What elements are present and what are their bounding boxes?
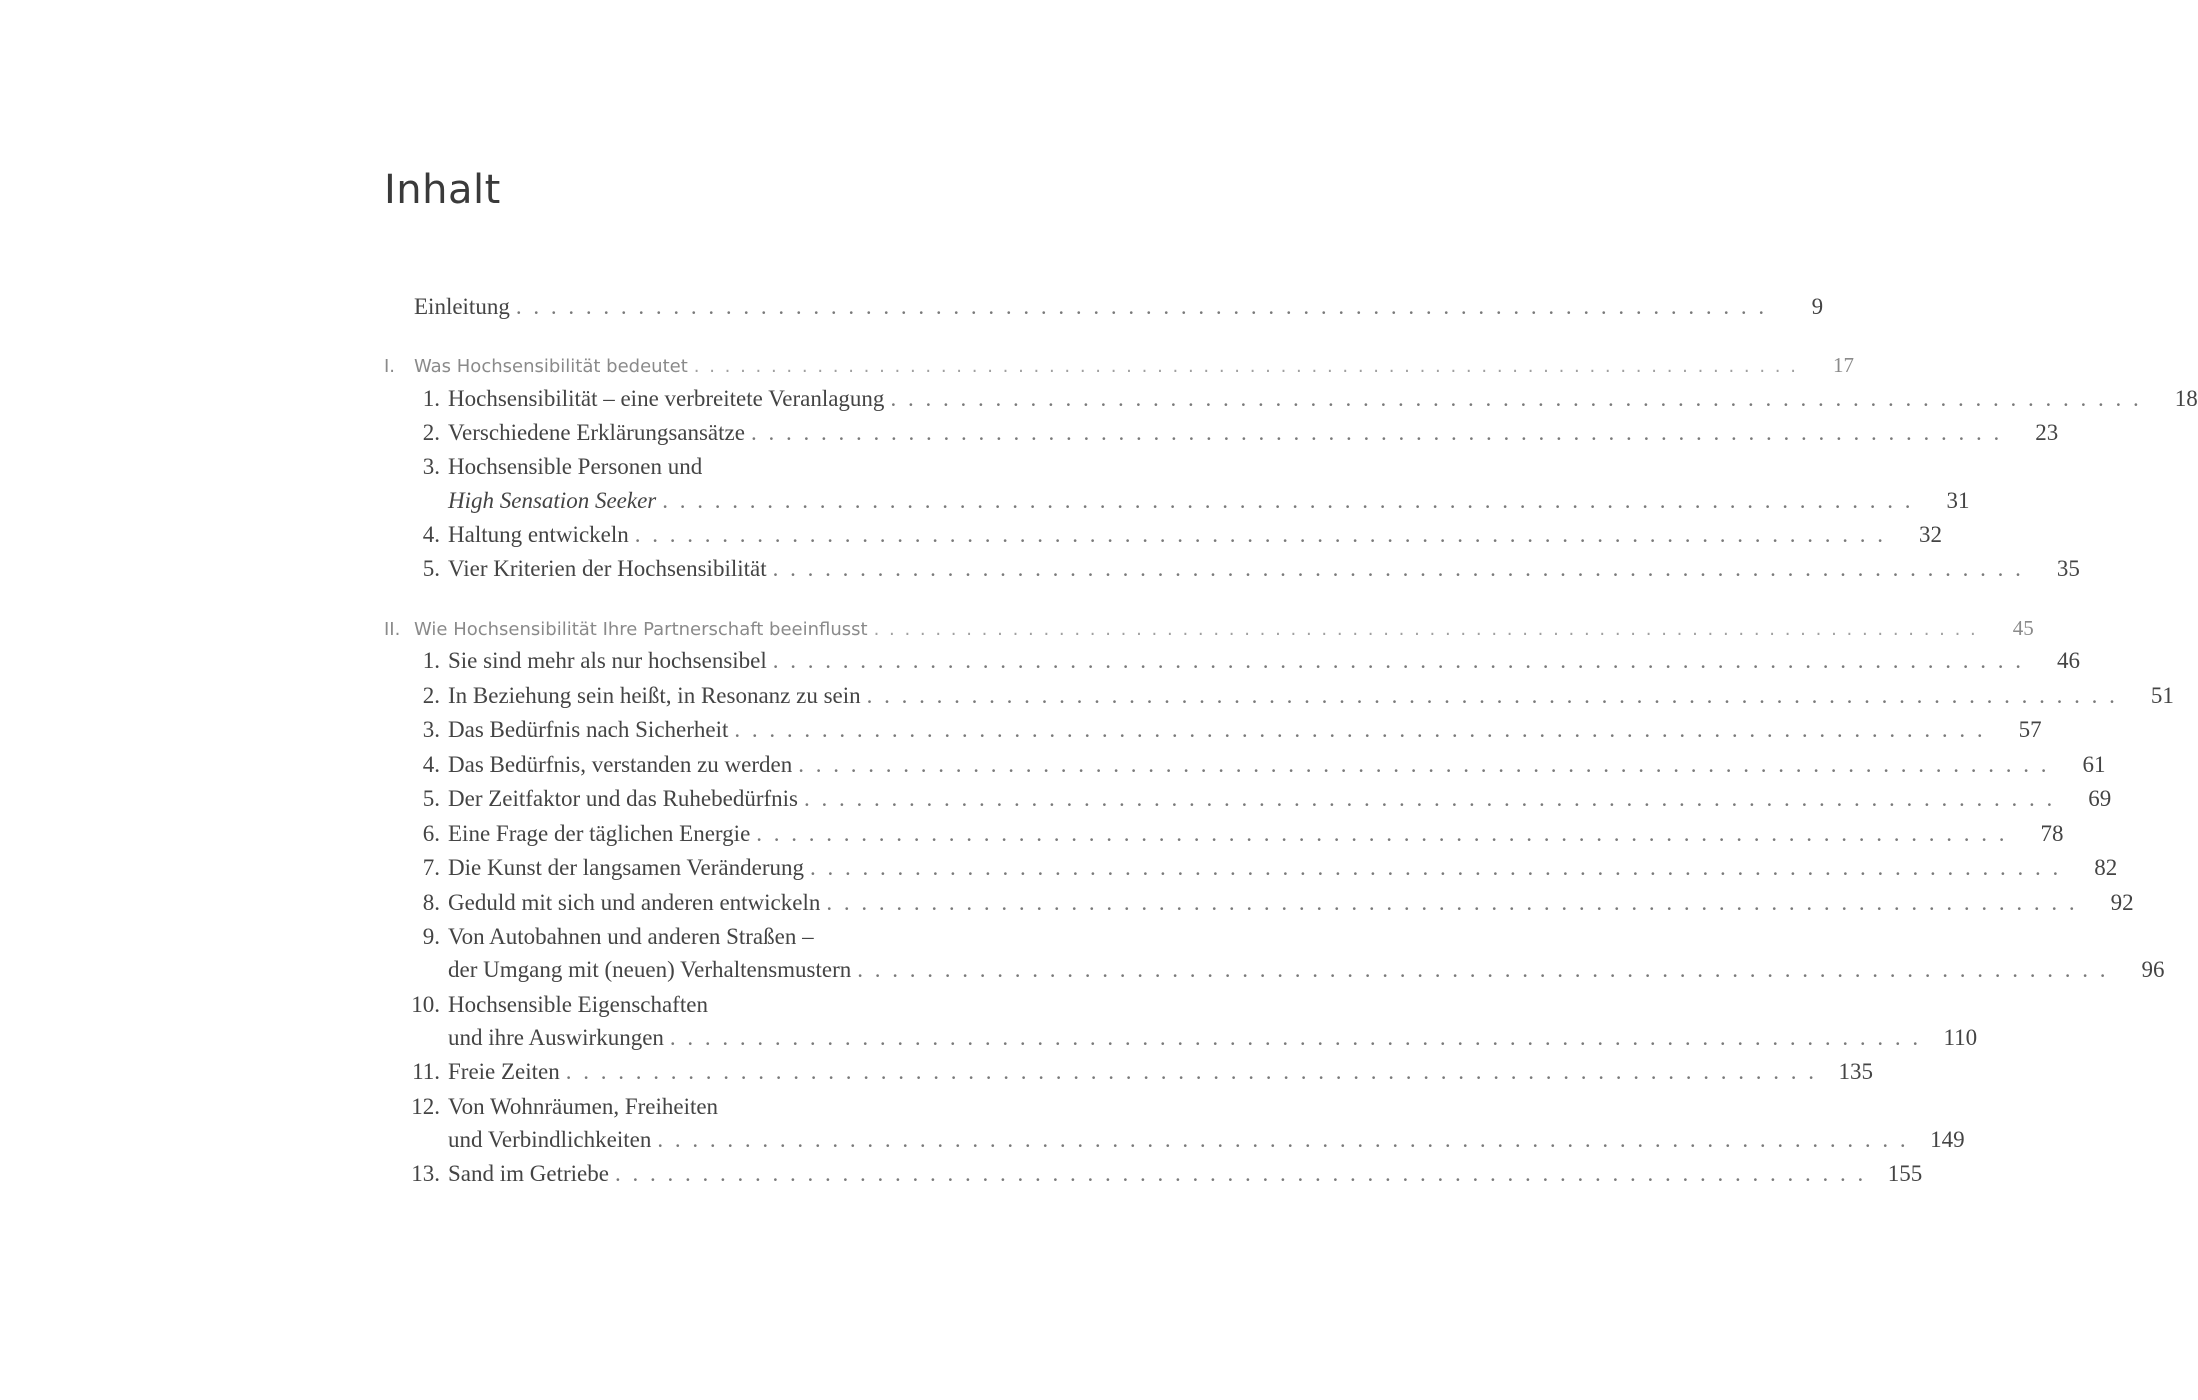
entry-label: Sie sind mehr als nur hochsensibel bbox=[448, 648, 767, 673]
page-number: 17 bbox=[1832, 353, 1854, 377]
toc-entry[interactable] bbox=[384, 1157, 1923, 1191]
entry-label: Einleitung bbox=[414, 294, 510, 319]
toc-entry[interactable] bbox=[384, 713, 2042, 747]
part-number: II. bbox=[384, 619, 401, 640]
dot-leader: . . . . . . . . . . . . . . . . . . . . . . . . . . . . . . . . . . . . . . . . . . . . . . . . . . . . . . . . . . . . . . . . . . . . . . . . bbox=[693, 356, 1798, 377]
entry-number: 3. bbox=[422, 717, 440, 742]
dot-leader: . . . . . . . . . . . . . . . . . . . . . . . . . . . . . . . . . . . . . . . . . . . . . . . . . . . . . . . . . . . . . . . . . . . . . . . . bbox=[657, 1127, 1909, 1152]
toc-entry[interactable] bbox=[384, 450, 1010, 484]
entry-number: 3. bbox=[422, 454, 440, 479]
entry-label: Der Zeitfaktor und das Ruhebedürfnis bbox=[448, 786, 799, 811]
page-number: 96 bbox=[2141, 957, 2165, 982]
page-number: 57 bbox=[2018, 717, 2042, 742]
entry-label: Sand im Getriebe bbox=[448, 1161, 609, 1186]
toc-entry-continuation[interactable] bbox=[384, 953, 2165, 987]
part-label: Wie Hochsensibilität Ihre Partnerschaft beeinflusst bbox=[414, 619, 868, 640]
entry-label: und Verbindlichkeiten bbox=[448, 1127, 652, 1152]
toc-entry[interactable] bbox=[384, 382, 2198, 416]
toc-entry[interactable] bbox=[384, 886, 2134, 920]
dot-leader: . . . . . . . . . . . . . . . . . . . . . . . . . . . . . . . . . . . . . . . . . . . . . . . . . . . . . . . . . . . . . . . . . . . . . . . . bbox=[565, 1059, 1818, 1084]
entry-label: Die Kunst der langsamen Veränderung bbox=[448, 855, 804, 880]
page-number: 35 bbox=[2056, 556, 2080, 581]
entry-label: Hochsensible Personen und bbox=[448, 454, 703, 479]
entry-label: Eine Frage der täglichen Energie bbox=[448, 821, 751, 846]
entry-number: 10. bbox=[411, 992, 440, 1017]
dot-leader: . . . . . . . . . . . . . . . . . . . . . . . . . . . . . . . . . . . . . . . . . . . . . . . . . . . . . . . . . . . . . . . . . . . . . . . . bbox=[614, 1161, 1867, 1186]
part-label: Was Hochsensibilität bedeutet bbox=[414, 356, 688, 377]
toc-entry[interactable] bbox=[384, 1090, 1010, 1124]
dot-leader: . . . . . . . . . . . . . . . . . . . . . . . . . . . . . . . . . . . . . . . . . . . . . . . . . . . . . . . . . . . . . . . . . . . . . . . . bbox=[857, 957, 2109, 982]
entry-number: 5. bbox=[422, 556, 440, 581]
entry-number: 2. bbox=[422, 683, 440, 708]
dot-leader: . . . . . . . . . . . . . . . . . . . . . . . . . . . . . . . . . . . . . . . . . . . . . . . . . . . . . . . . . . . . . . . . . . . . . . . . bbox=[809, 855, 2062, 880]
toc-entry[interactable] bbox=[384, 782, 2112, 816]
page-number: 31 bbox=[1946, 488, 1970, 513]
dot-leader: . . . . . . . . . . . . . . . . . . . . . . . . . . . . . . . . . . . . . . . . . . . . . . . . . . . . . . . . . . . . . . . . . . . . . . . . bbox=[798, 752, 2050, 777]
entry-label: Geduld mit sich und anderen entwickeln bbox=[448, 890, 821, 915]
toc-part-heading[interactable] bbox=[384, 348, 1854, 382]
entry-number: 2. bbox=[422, 420, 440, 445]
entry-number: 4. bbox=[422, 522, 440, 547]
entry-label: Das Bedürfnis nach Sicherheit bbox=[448, 717, 729, 742]
entry-number: 5. bbox=[422, 786, 440, 811]
page-number: 155 bbox=[1887, 1161, 1923, 1186]
dot-leader: . . . . . . . . . . . . . . . . . . . . . . . . . . . . . . . . . . . . . . . . . . . . . . . . . . . . . . . . . . . . . . . . . . . . . . . . bbox=[734, 717, 1986, 742]
page-number: 51 bbox=[2150, 683, 2174, 708]
toc-entry-intro[interactable] bbox=[384, 290, 1824, 324]
dot-leader: . . . . . . . . . . . . . . . . . . . . . . . . . . . . . . . . . . . . . . . . . . . . . . . . . . . . . . . . . . . . . . . . . . . . . . . . bbox=[669, 1025, 1922, 1050]
dot-leader: . . . . . . . . . . . . . . . . . . . . . . . . . . . . . . . . . . . . . . . . . . . . . . . . . . . . . . . . . . . . . . . . . . . . . . . . bbox=[756, 821, 2008, 846]
toc-entry[interactable] bbox=[384, 679, 2174, 713]
entry-label: Das Bedürfnis, verstanden zu werden bbox=[448, 752, 793, 777]
toc-entry[interactable] bbox=[384, 851, 2118, 885]
entry-number: 12. bbox=[411, 1094, 440, 1119]
page-number: 9 bbox=[1811, 294, 1824, 319]
page-number: 135 bbox=[1838, 1059, 1874, 1084]
toc-entry-continuation[interactable] bbox=[384, 1021, 1978, 1055]
toc-entry[interactable] bbox=[384, 552, 2080, 586]
entry-label: Verschiedene Erklärungsansätze bbox=[448, 420, 745, 445]
page-number: 18 bbox=[2174, 386, 2198, 411]
dot-leader: . . . . . . . . . . . . . . . . . . . . . . . . . . . . . . . . . . . . . . . . . . . . . . . . . . . . . . . . . . . . . . . . . . . . . . . . bbox=[634, 522, 1887, 547]
entry-number: 9. bbox=[422, 924, 440, 949]
page-number: 45 bbox=[2012, 616, 2034, 640]
entry-number: 7. bbox=[422, 855, 440, 880]
entry-label: Hochsensibilität – eine verbreitete Veranlagung bbox=[448, 386, 885, 411]
entry-number: 8. bbox=[422, 890, 440, 915]
entry-label: und ihre Auswirkungen bbox=[448, 1025, 664, 1050]
toc-entry[interactable] bbox=[384, 518, 1943, 552]
page-number: 78 bbox=[2040, 821, 2064, 846]
toc-entry[interactable] bbox=[384, 416, 2059, 450]
page-number: 32 bbox=[1919, 522, 1943, 547]
toc-entry[interactable] bbox=[384, 988, 1010, 1022]
entry-label: der Umgang mit (neuen) Verhaltensmustern bbox=[448, 957, 852, 982]
page-number: 82 bbox=[2094, 855, 2118, 880]
page-number: 92 bbox=[2110, 890, 2134, 915]
part-number: I. bbox=[384, 356, 396, 377]
entry-number: 1. bbox=[422, 386, 440, 411]
page-number: 61 bbox=[2082, 752, 2106, 777]
entry-number: 11. bbox=[412, 1059, 440, 1084]
entry-label: Von Autobahnen und anderen Straßen – bbox=[448, 924, 814, 949]
toc-entry[interactable] bbox=[384, 748, 2106, 782]
toc-part-heading[interactable] bbox=[384, 611, 2034, 645]
entry-label: High Sensation Seeker bbox=[448, 488, 657, 513]
dot-leader: . . . . . . . . . . . . . . . . . . . . . . . . . . . . . . . . . . . . . . . . . . . . . . . . . . . . . . . . . . . . . . . . . . . . . . . . bbox=[772, 556, 2024, 581]
dot-leader: . . . . . . . . . . . . . . . . . . . . . . . . . . . . . . . . . . . . . . . . . . . . . . . . . . . . . . . . . . . . . . . . . . . . . . . . bbox=[890, 386, 2142, 411]
toc-entry[interactable] bbox=[384, 1055, 1874, 1089]
page-number: 23 bbox=[2035, 420, 2059, 445]
dot-leader: . . . . . . . . . . . . . . . . . . . . . . . . . . . . . . . . . . . . . . . . . . . . . . . . . . . . . . . . . . . . . . . . . . . . . . . . bbox=[866, 683, 2118, 708]
dot-leader: . . . . . . . . . . . . . . . . . . . . . . . . . . . . . . . . . . . . . . . . . . . . . . . . . . . . . . . . . . . . . . . . . . . . . . . . bbox=[826, 890, 2078, 915]
dot-leader: . . . . . . . . . . . . . . . . . . . . . . . . . . . . . . . . . . . . . . . . . . . . . . . . . . . . . . . . . . . . . . . . . . . . . . . . bbox=[662, 488, 1914, 513]
entry-number: 4. bbox=[422, 752, 440, 777]
toc-entry-continuation[interactable] bbox=[384, 1123, 1965, 1157]
entry-number: 1. bbox=[422, 648, 440, 673]
dot-leader: . . . . . . . . . . . . . . . . . . . . . . . . . . . . . . . . . . . . . . . . . . . . . . . . . . . . . . . . . . . . . . . . . . . . . . . . bbox=[772, 648, 2025, 673]
entry-label: Freie Zeiten bbox=[448, 1059, 560, 1084]
toc-entry[interactable] bbox=[384, 920, 1010, 954]
entry-label: Vier Kriterien der Hochsensibilität bbox=[448, 556, 767, 581]
toc-entry-continuation[interactable] bbox=[384, 484, 1970, 518]
entry-label: Von Wohnräumen, Freiheiten bbox=[448, 1094, 719, 1119]
entry-label: Haltung entwickeln bbox=[448, 522, 629, 547]
page-number: 46 bbox=[2057, 648, 2081, 673]
page-number: 149 bbox=[1930, 1127, 1965, 1152]
toc-entry[interactable] bbox=[384, 644, 2081, 678]
page-number: 69 bbox=[2088, 786, 2112, 811]
dot-leader: . . . . . . . . . . . . . . . . . . . . . . . . . . . . . . . . . . . . . . . . . . . . . . . . . . . . . . . . . . . . . . . . . . . . . . . . bbox=[873, 619, 1978, 640]
page-title: Inhalt bbox=[384, 167, 501, 213]
dot-leader: . . . . . . . . . . . . . . . . . . . . . . . . . . . . . . . . . . . . . . . . . . . . . . . . . . . . . . . . . . . . . . . . . . . . . . . . bbox=[804, 786, 2056, 811]
toc-entry[interactable] bbox=[384, 817, 2064, 851]
dot-leader: . . . . . . . . . . . . . . . . . . . . . . . . . . . . . . . . . . . . . . . . . . . . . . . . . . . . . . . . . . . . . . . . . . . . . . . . bbox=[750, 420, 2003, 445]
entry-label: In Beziehung sein heißt, in Resonanz zu sein bbox=[448, 683, 861, 708]
dot-leader: . . . . . . . . . . . . . . . . . . . . . . . . . . . . . . . . . . . . . . . . . . . . . . . . . . . . . . . . . . . . . . . . . . . . . . . . bbox=[515, 294, 1768, 319]
entry-number: 13. bbox=[411, 1161, 440, 1186]
entry-number: 6. bbox=[422, 821, 440, 846]
page-number: 110 bbox=[1943, 1025, 1978, 1050]
entry-label: Hochsensible Eigenschaften bbox=[448, 992, 708, 1017]
